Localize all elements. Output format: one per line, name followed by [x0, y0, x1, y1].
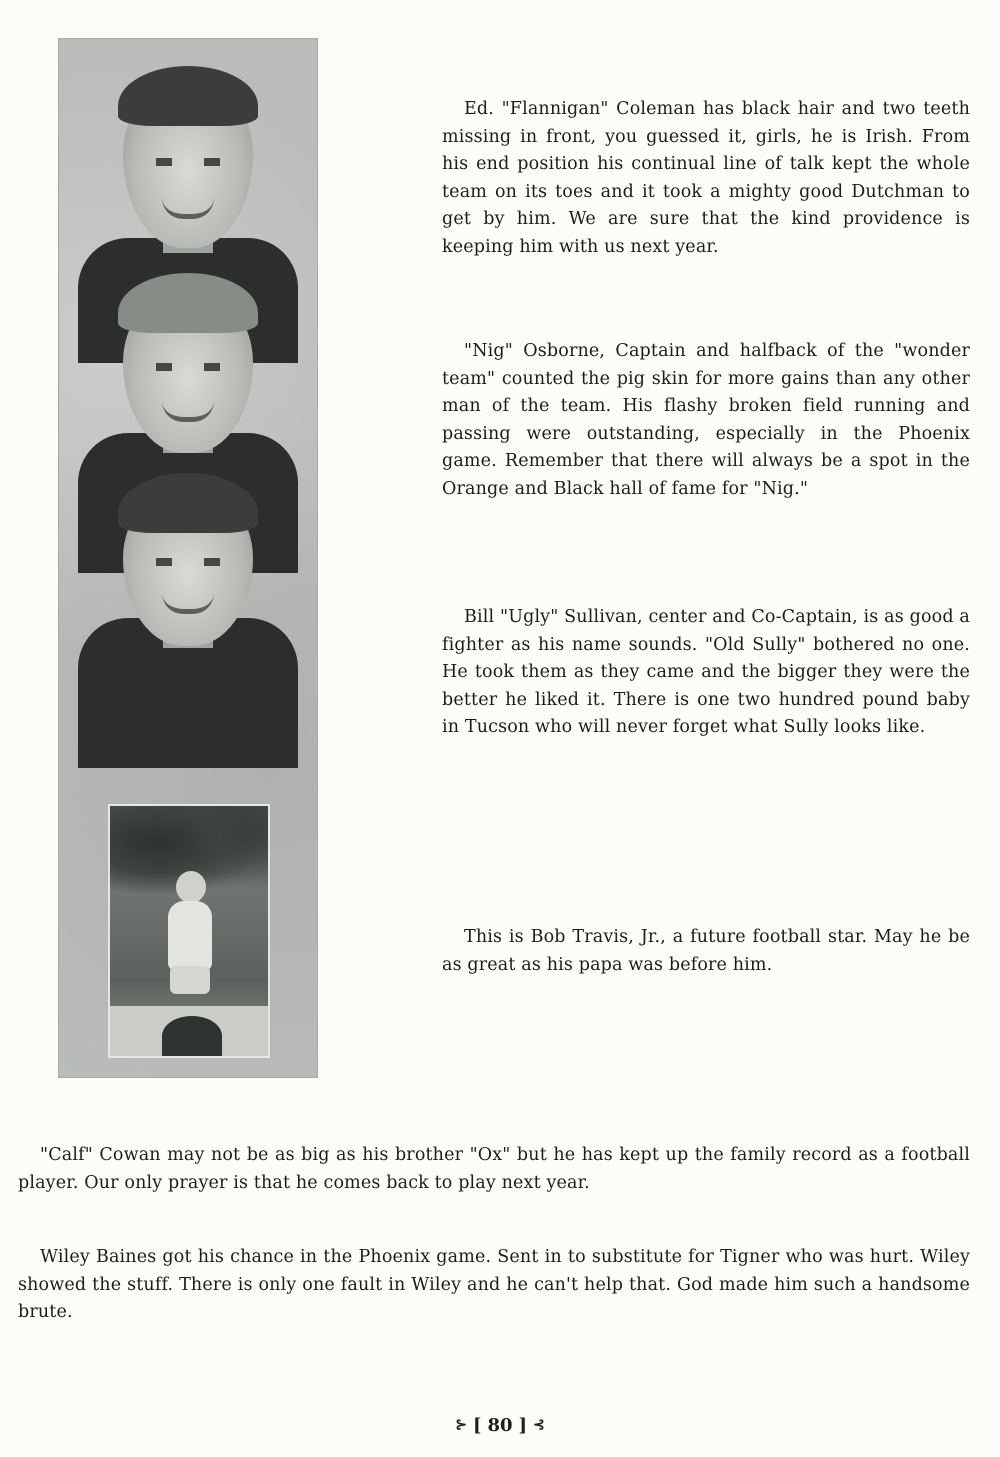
- paragraph-baines: Wiley Baines got his chance in the Phoenix game. Sent in to substitute for Tigner who was hurt. Wiley showed the stuff. There is only one fault in Wiley and he can't help that. God made him such a handsome brute.: [18, 1247, 970, 1323]
- paragraph-osborne: "Nig" Osborne, Captain and halfback of the "wonder team" counted the pig skin for more gains than any other man of the team. His flashy broken field running and passing were outstanding, especially in the Phoenix game. Remember that there will always be a spot in the Orange and Black hall of fame for "Nig.": [442, 341, 970, 499]
- left-ornament-icon: ⊱: [455, 1417, 467, 1433]
- page-number: 80: [487, 1414, 513, 1436]
- hair: [118, 273, 258, 333]
- eyes: [156, 558, 220, 566]
- child-legs: [170, 966, 210, 994]
- child-body: [168, 901, 212, 971]
- page-number-footer: [440, 1410, 560, 1440]
- portrait-sullivan: [78, 458, 298, 768]
- paragraph-travis: This is Bob Travis, Jr., a future football star. May he be as great as his papa was before him.: [442, 927, 970, 975]
- paragraph-coleman: Ed. "Flannigan" Coleman has black hair and two teeth missing in front, you guessed it, girls, he is Irish. From his end position his continual line of talk kept the whole team on its toes and it took a mighty good Dutchman to get by him. We are sure that the kind providence is keeping him with us next year.: [442, 99, 970, 257]
- eyes: [156, 363, 220, 371]
- eyes: [156, 158, 220, 166]
- right-bracket: ]: [518, 1414, 528, 1436]
- left-bracket: [: [472, 1414, 482, 1436]
- photo-strip: [58, 38, 318, 1078]
- snapshot-bob-travis-jr: [108, 804, 270, 1058]
- hair: [118, 66, 258, 126]
- paragraph-sullivan: Bill "Ugly" Sullivan, center and Co-Captain, is as good a fighter as his name sounds. "Old Sully" bothered no one. He took them as they came and the bigger they were the better he liked it. There is one two hundred pound baby in Tucson who will never forget what Sully looks like.: [442, 607, 970, 738]
- paragraph-cowan: "Calf" Cowan may not be as big as his brother "Ox" but he has kept up the family record as a football player. Our only prayer is that he comes back to play next year.: [18, 1145, 970, 1193]
- child-head: [176, 871, 206, 903]
- hair: [118, 473, 258, 533]
- right-ornament-icon: ⊰: [533, 1417, 545, 1433]
- photographer-shadow: [162, 1016, 222, 1056]
